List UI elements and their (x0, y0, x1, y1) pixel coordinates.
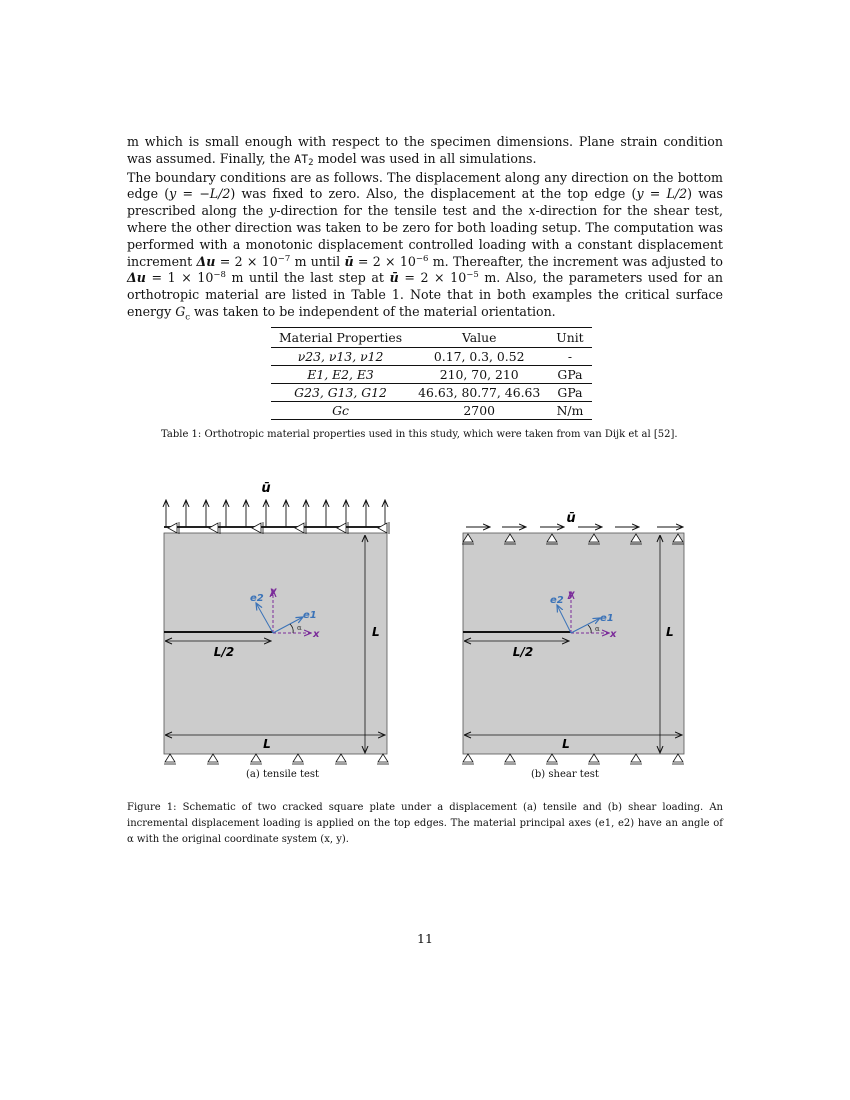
page-number: 11 (417, 931, 433, 946)
alpha-label: α (595, 625, 600, 633)
table-cell: N/m (548, 402, 591, 420)
shear-test-figure (462, 511, 684, 764)
table-cell: GPa (548, 384, 591, 402)
e1-label: e1 (303, 610, 317, 621)
table-header-cell: Material Properties (271, 328, 410, 348)
load-arrows (166, 500, 385, 527)
table-cell: GPa (548, 366, 591, 384)
alpha-label: α (297, 624, 302, 632)
table-cell: 46.63, 80.77, 46.63 (410, 384, 548, 402)
height-label: L (372, 625, 380, 639)
table-cell: 2700 (410, 402, 548, 420)
figure-caption: Figure 1: Schematic of two cracked square plate under a displacement (a) tensile and (b) shear loading. An incremental displacement loading is applied on the top edges. The material principal axes (e1, e2) have an angle of α with the original coordinate system (x, y). (127, 802, 723, 845)
table-cell: E1, E2, E3 (271, 366, 410, 384)
subcaption-tensile: (a) tensile test (246, 769, 320, 780)
bottom-supports (462, 754, 684, 764)
table-cell: 210, 70, 210 (410, 366, 548, 384)
table-cell: Gc (271, 402, 410, 420)
width-label: L (562, 737, 570, 751)
plate (164, 533, 387, 754)
tensile-test-figure (164, 481, 389, 764)
height-label: L (666, 625, 674, 639)
table-header-cell: Value (410, 328, 548, 348)
e2-label: e2 (550, 595, 564, 606)
half-length-label: L/2 (213, 645, 235, 659)
table-cell: ν23, ν13, ν12 (271, 348, 410, 366)
table-cell: G23, G13, G12 (271, 384, 410, 402)
y-label: y (270, 586, 277, 597)
half-length-label: L/2 (512, 645, 534, 659)
e2-label: e2 (250, 593, 264, 604)
table-cell: - (548, 348, 591, 366)
width-label: L (263, 737, 271, 751)
y-label: y (568, 589, 575, 600)
paragraph-1: m which is small enough with respect to the specimen dimensions. Plane strain condition was assumed. Finally, the AT2 model was used in all simulations. (127, 134, 723, 168)
x-label: x (313, 629, 320, 640)
subcaption-shear: (b) shear test (531, 769, 599, 780)
e1-label: e1 (600, 613, 614, 624)
table-cell: 0.17, 0.3, 0.52 (410, 348, 548, 366)
bottom-supports (164, 754, 389, 764)
table-header-cell: Unit (548, 328, 591, 348)
load-label: ū (261, 481, 271, 496)
plate (463, 533, 684, 754)
load-label: ū (566, 511, 576, 526)
x-label: x (610, 629, 617, 640)
table-caption: Table 1: Orthotropic material properties used in this study, which were taken from van Dijk et al [52]. (161, 429, 678, 440)
paragraph-2: The boundary conditions are as follows. The displacement along any direction on the bottom edge (y = −L/2) was fixed to zero. Also, the displacement at the top edge (y = L/2) was prescribed along the y-direction for the tensile test and the x-direction for the shear test, where the other direction was taken to be zero for both loading setup. The computation was performed with a monotonic displacement controlled loading with a constant displacement increment $\Delta u = 2 \times 10^{-7}$ m until ū = $2 \times 10^{-6}$ m. Thereafter, the increment was adjusted to $\Delta u = 1 \times 10^{-8}$ m until the last step at ū = $2 \times 10^{-5}$ m. Also, the parameters used for an orthotropic material are listed in Table 1. Note that in both examples the critical surface energy $G_c$ was taken to be independent of the material orientation. (127, 169, 724, 323)
